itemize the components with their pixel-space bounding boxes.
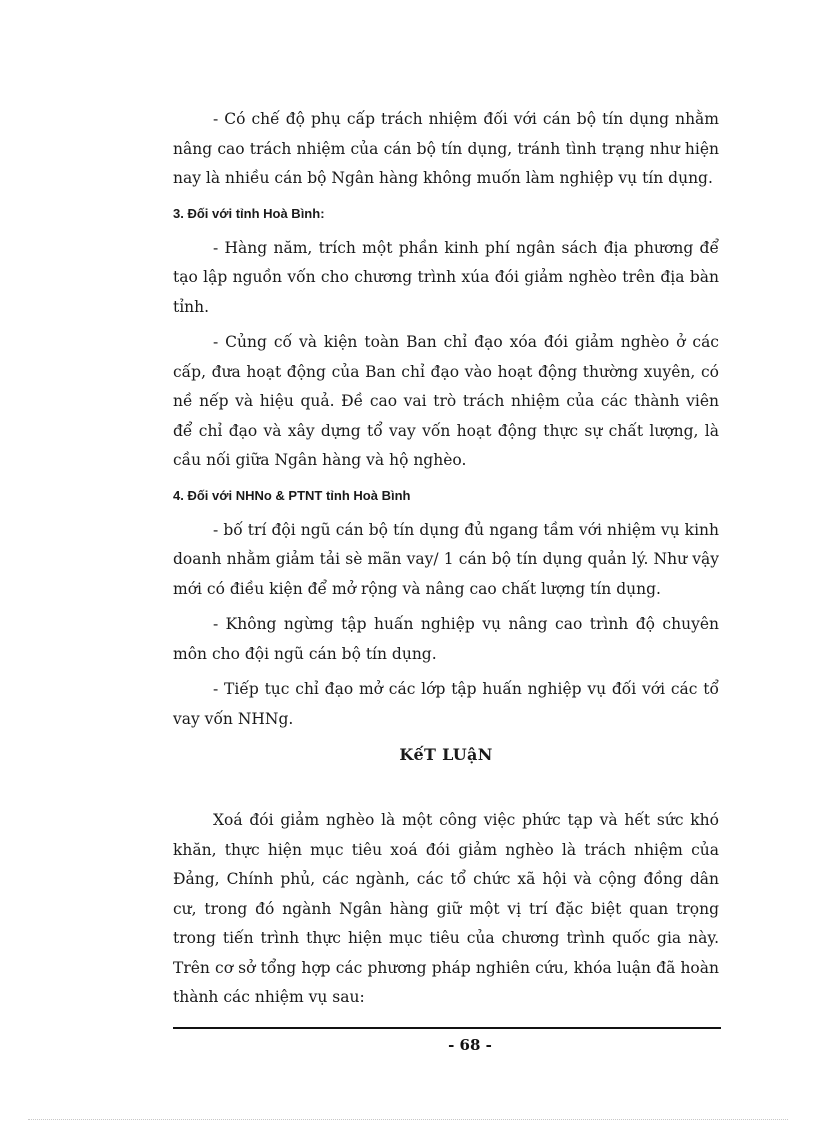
- paragraph-training-courses: - Tiếp tục chỉ đạo mở các lớp tập huấn nghiệp vụ đối với các tổ vay vốn NHNg.: [173, 680, 719, 728]
- conclusion-title: KếT LUậN: [399, 745, 493, 764]
- page-bottom-edge: [28, 1119, 788, 1120]
- page-body: [173, 105, 719, 1019]
- paragraph-annual-budget: - Hàng năm, trích một phần kinh phí ngân sách địa phương để tạo lập nguồn vốn cho chương trình xúa đói giảm nghèo trên địa bàn tỉnh.: [173, 238, 719, 316]
- paragraph-allowance: - Có chế độ phụ cấp trách nhiệm đối với cán bộ tín dụng nhằm nâng cao trách nhiệm của cán bộ tín dụng, tránh tình trạng như hiện nay là nhiều cán bộ Ngân hàng không muốn làm nghiệp vụ tín dụng.: [173, 110, 719, 187]
- page-number: - 68 -: [448, 1036, 492, 1054]
- footer-divider: [173, 1027, 721, 1029]
- paragraph-training: - Không ngừng tập huấn nghiệp vụ nâng cao trình độ chuyên môn cho đội ngũ cán bộ tín dụng.: [173, 615, 719, 663]
- section-4-heading: 4. Đối với NHNo & PTNT tỉnh Hoà Bình: [173, 487, 411, 503]
- paragraph-conclusion: Xoá đói giảm nghèo là một công việc phức tạp và hết sức khó khăn, thực hiện mục tiêu xoá đói giảm nghèo là trách nhiệm của Đảng, Chính phủ, các ngành, các tổ chức xã hội và cộng đồng dân cư, trong đó ngành Ngân hàng giữ một vị trí đặc biệt quan trọng trong tiến trình thực hiện mục tiêu của chương trình quốc gia này. Trên cơ sở tổng hợp các phương pháp nghiên cứu, khóa luận đã hoàn thành các nhiệm vụ sau:: [173, 811, 719, 1006]
- section-3-heading: 3. Đối với tỉnh Hoà Bình:: [173, 205, 325, 221]
- paragraph-steering-committee: - Củng cố và kiện toàn Ban chỉ đạo xóa đói giảm nghèo ở các cấp, đưa hoạt động của Ban chỉ đạo vào hoạt động thường xuyên, có nề nếp và hiệu quả. Đề cao vai trò trách nhiệm của các thành viên để chỉ đạo và xây dựng tổ vay vốn hoạt động thực sự chất lượng, là cầu nối giữa Ngân hàng và hộ nghèo.: [173, 333, 719, 469]
- paragraph-staff-allocation: - bố trí đội ngũ cán bộ tín dụng đủ ngang tầm với nhiệm vụ kinh doanh nhằm giảm tải sè mãn vay/ 1 cán bộ tín dụng quản lý. Như vậy mới có điều kiện để mở rộng và nâng cao chất lượng tín dụng.: [173, 520, 719, 598]
